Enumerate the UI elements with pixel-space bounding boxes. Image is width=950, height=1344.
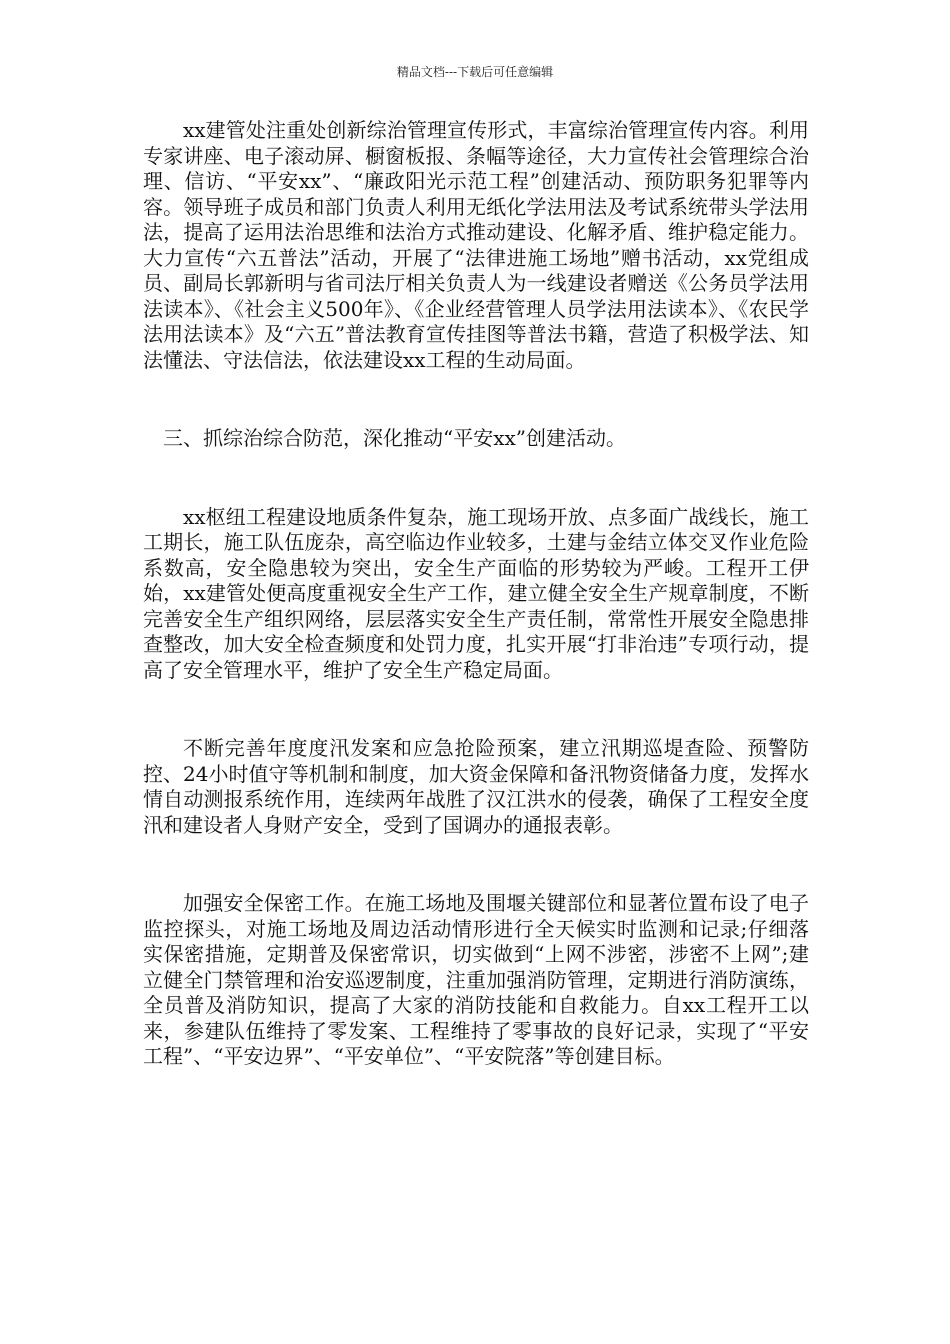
document-body bbox=[143, 118, 809, 1070]
page-header: 精品文档---下载后可任意编辑 bbox=[396, 65, 554, 79]
paragraph-safety-production: xx枢纽工程建设地质条件复杂，施工现场开放、点多面广战线长，施工工期长，施工队伍庞杂，高空临边作业较多，土建与金结立体交叉作业危险系数高，安全隐患较为突出，安全生产面临的形势较为严峻。工程开工伊始，xx建管处便高度重视安全生产工作，建立健全安全生产规章制度，不断完善安全生产组织网络，层层落实安全生产责任制，常常性开展安全隐患排查整改，加大安全检查频度和处罚力度，扎实开展“打非治违”专项行动，提高了安全管理水平，维护了安全生产稳定局面。 bbox=[143, 504, 809, 682]
paragraph-security-confidentiality: 加强安全保密工作。在施工场地及围堰关键部位和显著位置布设了电子监控探头，对施工场地及周边活动情形进行全天候实时监测和记录;仔细落实保密措施，定期普及保密常识，切实做到“上网不涉密，涉密不上网”;建立健全门禁管理和治安巡逻制度，注重加强消防管理，定期进行消防演练，全员普及消防知识，提高了大家的消防技能和自救能力。自xx工程开工以来，参建队伍维持了零发案、工程维持了零事故的良好记录，实现了“平安工程”、“平安边界”、“平安单位”、“平安院落”等创建目标。 bbox=[143, 891, 809, 1068]
section-heading-3: 三、抓综治综合防范，深化推动“平安xx”创建活动。 bbox=[163, 426, 627, 450]
paragraph-publicity: xx建管处注重处创新综治管理宣传形式，丰富综治管理宣传内容。利用专家讲座、电子滚动屏、橱窗板报、条幅等途径，大力宣传社会管理综合治理、信访、“平安xx”、“廉政阳光示范工程”创建活动、预防职务犯罪等内容。领导班子成员和部门负责人利用无纸化学法用法及考试系统带头学法用法，提高了运用法治思维和法治方式推动建设、化解矛盾、维护稳定能力。大力宣传“六五普法”活动，开展了“法律进施工场地”赠书活动，xx党组成员、副局长郭新明与省司法厅相关负责人为一线建设者赠送《公务员学法用法读本》、《社会主义500年》、《企业经营管理人员学法用法读本》、《农民学法用法读本》及“六五”普法教育宣传挂图等普法书籍，营造了积极学法、知法懂法、守法信法，依法建设xx工程的生动局面。 bbox=[143, 118, 809, 372]
paragraph-flood-control: 不断完善年度度汛发案和应急抢险预案，建立汛期巡堤查险、预警防控、24小时值守等机制和制度，加大资金保障和备汛物资储备力度，发挥水情自动测报系统作用，连续两年战胜了汉江洪水的侵袭，确保了工程安全度汛和建设者人身财产安全，受到了国调办的通报表彰。 bbox=[143, 736, 809, 837]
